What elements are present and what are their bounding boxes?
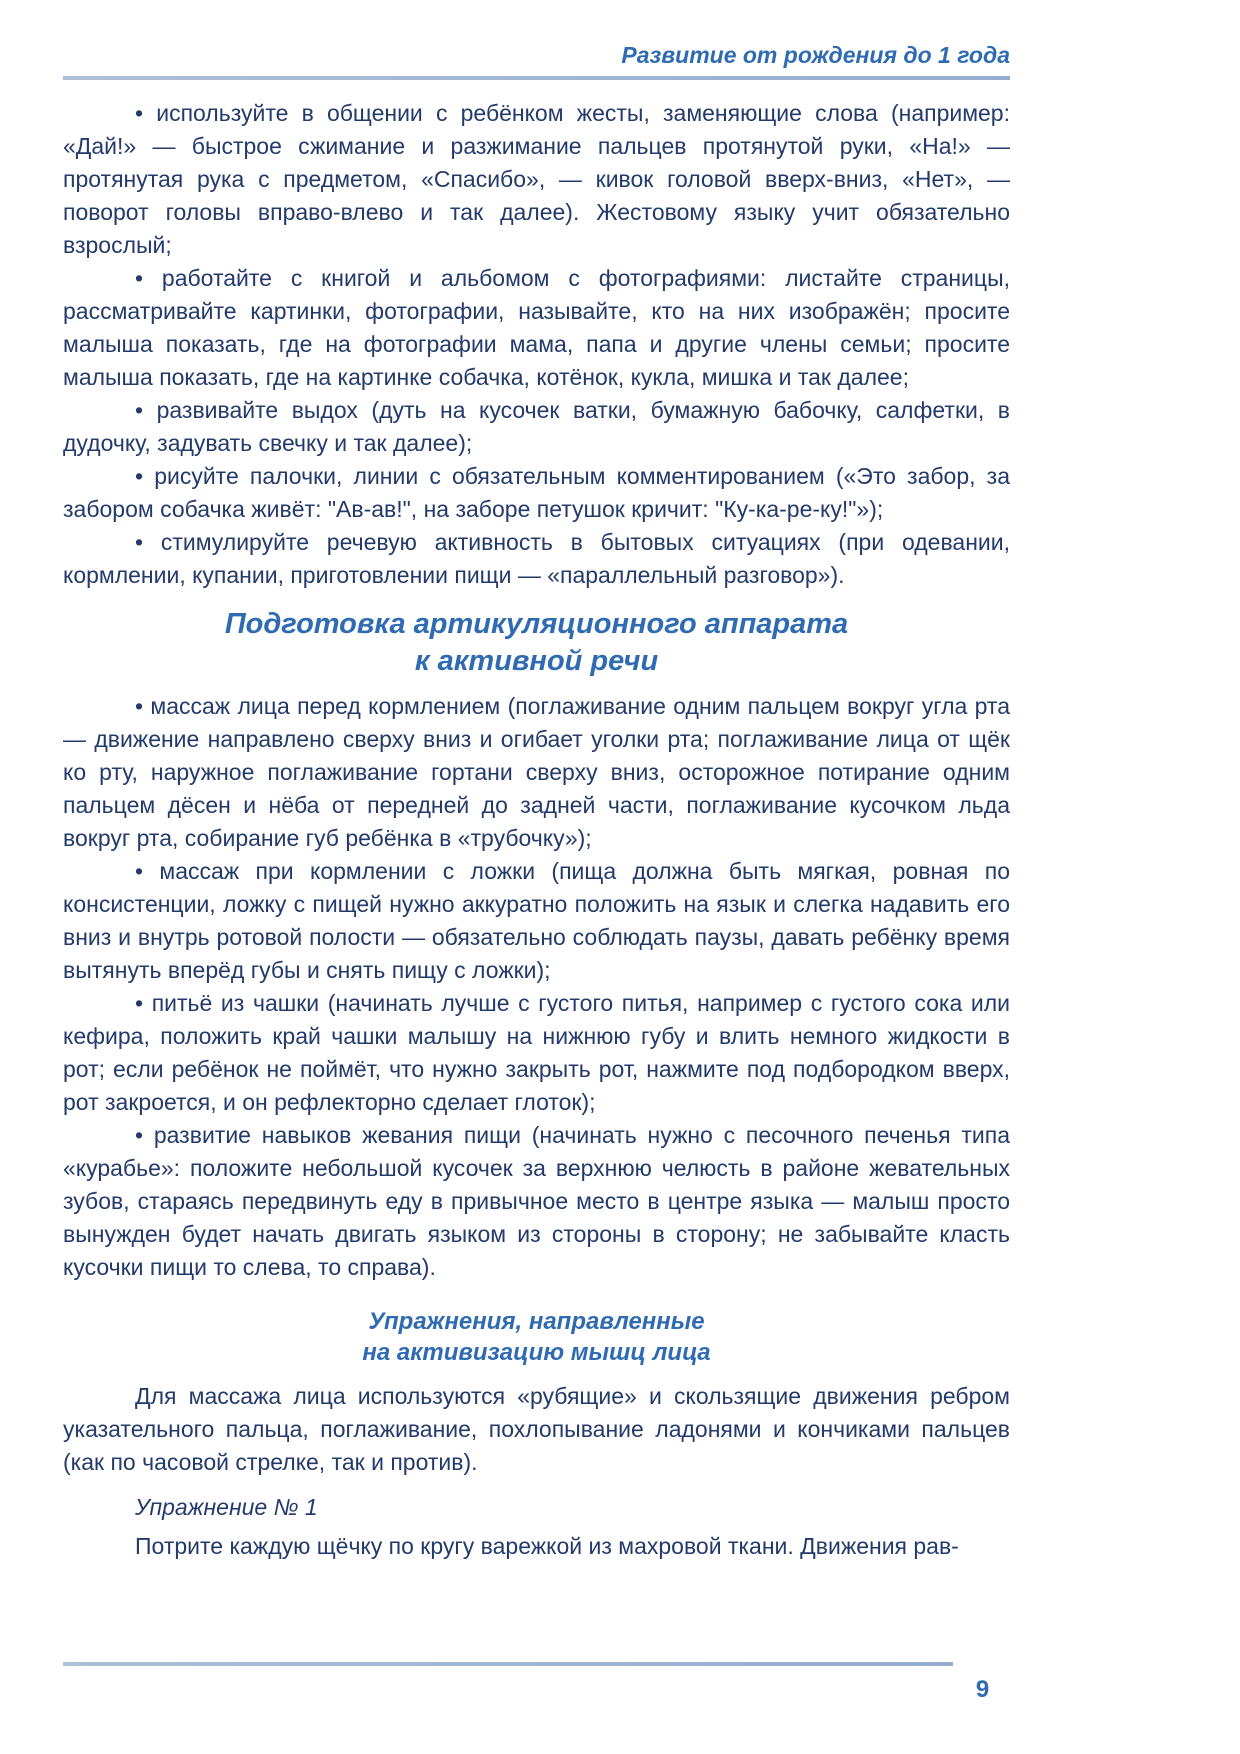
- subsection-heading-line1: Упражнения, направленные: [368, 1308, 705, 1335]
- bullet-paragraph-speech-activity: • стимулируйте речевую активность в бытовых ситуациях (при одевании, кормлении, купании, приготовлении пищи — «параллельный разговор»).: [63, 529, 1010, 588]
- section-heading-line1: Подготовка артикуляционного аппарата: [224, 608, 849, 640]
- header-rule: [63, 76, 1010, 80]
- section-heading-line2: к активной речи: [414, 645, 659, 677]
- bullet-paragraph-books: • работайте с книгой и альбомом с фотографиями: листайте страницы, рассматривайте картинки, фотографии, называйте, кто на них изображён; просите малыша показать, где на фотографии мама, папа и другие члены семьи; просите малыша показать, где на картинке собачка, котёнок, кукла, мишка и так далее;: [63, 265, 1010, 390]
- page-content: [63, 97, 1010, 1563]
- exercise-number-label: Упражнение № 1: [135, 1494, 318, 1520]
- bullet-paragraph-gestures: • используйте в общении с ребёнком жесты, заменяющие слова (например: «Дай!» — быстрое сжимание и разжимание пальцев протянутой руки, «На!» — протянутая рука с предметом, «Спасибо», — кивок головой вверх-вниз, «Нет», — поворот головы вправо-влево и так далее). Жестовому языку учит обязательно взрослый;: [63, 100, 1010, 258]
- bullet-paragraph-spoon-massage: • массаж при кормлении с ложки (пища должна быть мягкая, ровная по консистенции, ложку с пищей нужно аккуратно положить на язык и слегка надавить его вниз и внутрь ротовой полости — обязательно соблюдать паузы, давать ребёнку время вытянуть вперёд губы и снять пищу с ложки);: [63, 858, 1010, 983]
- footer-rule: [63, 1662, 953, 1666]
- bullet-paragraph-cup-drinking: • питьё из чашки (начинать лучше с густого питья, например с густого сока или кефира, положить край чашки малышу на нижнюю губу и влить немного жидкости в рот; если ребёнок не поймёт, что нужно закрыть рот, нажмите под подбородком вверх, рот закроется, и он рефлекторно сделает глоток);: [63, 990, 1010, 1115]
- paragraph-massage-technique: Для массажа лица используются «рубящие» и скользящие движения ребром указательного пальца, поглаживание, похлопывание ладонями и кончиками пальцев (как по часовой стрелке, так и против).: [63, 1383, 1010, 1475]
- subsection-heading-line2: на активизацию мышц лица: [362, 1339, 711, 1366]
- paragraph-exercise-text: Потрите каждую щёчку по кругу варежкой из махровой ткани. Движения рав-: [135, 1533, 959, 1559]
- bullet-paragraph-face-massage: • массаж лица перед кормлением (поглаживание одним пальцем вокруг угла рта — движение направлено сверху вниз и огибает уголки рта; поглаживание лица от щёк ко рту, наружное поглаживание гортани сверху вниз, осторожное потирание одним пальцем дёсен и нёба от передней до задней части, поглаживание кусочком льда вокруг рта, собирание губ ребёнка в «трубочку»);: [63, 693, 1010, 851]
- bullet-paragraph-exhale: • развивайте выдох (дуть на кусочек ватки, бумажную бабочку, салфетки, в дудочку, задувать свечку и так далее);: [63, 397, 1010, 456]
- subsection-heading: [63, 1306, 1010, 1368]
- running-head-title: Развитие от рождения до 1 года: [621, 42, 1010, 68]
- bullet-paragraph-drawing: • рисуйте палочки, линии с обязательным комментированием («Это забор, за забором собачка живёт: "Ав-ав!", на заборе петушок кричит: "Ку-ка-ре-ку!"»);: [63, 463, 1010, 522]
- page-number: 9: [975, 1676, 990, 1703]
- bullet-paragraph-chewing: • развитие навыков жевания пищи (начинать нужно с песочного печенья типа «курабье»: положите небольшой кусочек за верхнюю челюсть в районе жевательных зубов, стараясь передвинуть еду в привычное место в центре языка — малыш просто вынужден будет начать двигать языком из стороны в сторону; не забывайте класть кусочки пищи то слева, то справа).: [63, 1122, 1010, 1280]
- section-heading: [63, 606, 1010, 680]
